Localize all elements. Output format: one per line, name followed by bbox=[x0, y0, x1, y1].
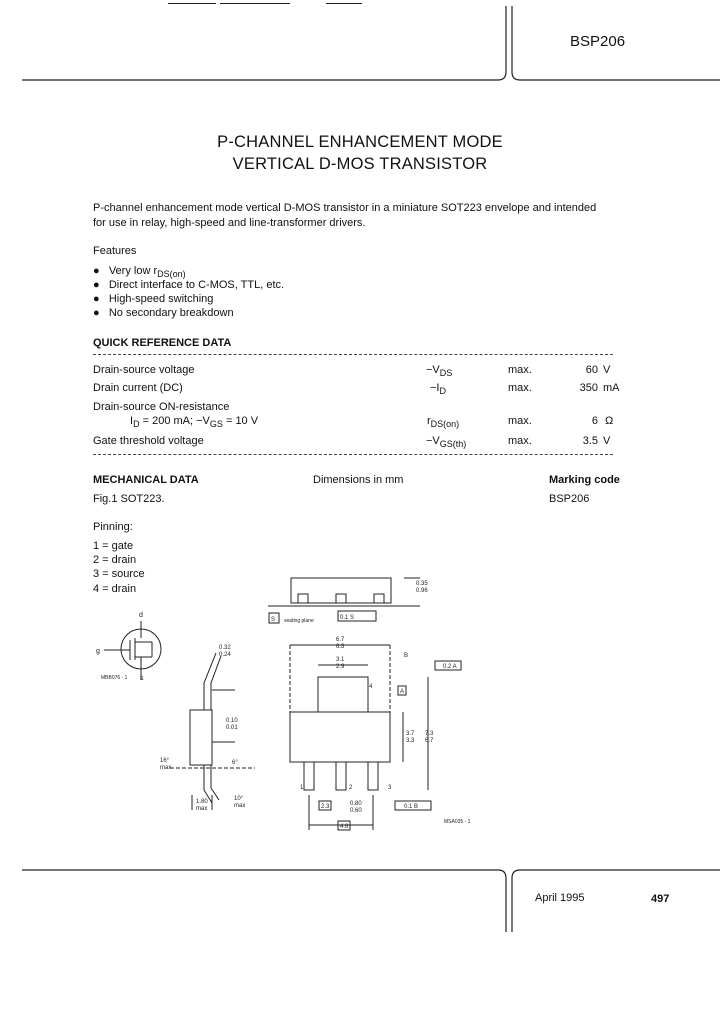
pin-entry: 2 = drain bbox=[93, 554, 137, 566]
feature-item: ● High-speed switching bbox=[93, 293, 214, 305]
qr-row-value: 60 bbox=[585, 364, 598, 376]
qr-row-limit: max. bbox=[508, 435, 532, 447]
figure-caption: Fig.1 SOT223. bbox=[93, 493, 165, 505]
span-label: 4.6 bbox=[340, 824, 349, 830]
symbol-code: MBB076 - 1 bbox=[101, 675, 128, 681]
angle-3: 10° bbox=[234, 796, 244, 802]
bullet-icon: ● bbox=[93, 279, 100, 291]
footer-rule bbox=[0, 860, 720, 940]
height-2: 0.96 bbox=[416, 588, 428, 594]
total-height-2: 6.7 bbox=[425, 738, 434, 744]
angle-1-max: max bbox=[160, 765, 172, 771]
page-title-line-1: P-CHANNEL ENHANCEMENT MODE bbox=[217, 133, 503, 151]
bullet-icon: ● bbox=[93, 293, 100, 305]
feature-item: ● Direct interface to C-MOS, TTL, etc. bbox=[93, 279, 285, 291]
lead-height-1: 0.10 bbox=[226, 718, 238, 724]
lead-profile-view bbox=[170, 653, 255, 810]
qr-row-symbol: $-V_{GS(th)}$ bbox=[426, 435, 467, 449]
bullet-icon: ● bbox=[93, 265, 100, 277]
pitch-label: 2.3 bbox=[321, 804, 330, 810]
seating-plane-label: seating plane bbox=[284, 618, 314, 624]
angle-2: 6° bbox=[232, 760, 238, 766]
qr-row-symbol: $r_{DS(on)}$ bbox=[427, 415, 460, 429]
mosfet-symbol-icon bbox=[104, 621, 161, 680]
qr-row-value: 6 bbox=[591, 415, 598, 427]
qr-row-condition: $I_D = 200$ mA; $-V_{GS} = 10$ V bbox=[130, 415, 259, 429]
pin-2-label: 2 bbox=[349, 785, 353, 791]
qr-row-limit: max. bbox=[508, 382, 532, 394]
qr-row-param: Drain-source voltage bbox=[93, 364, 195, 376]
body-width-2: 6.3 bbox=[336, 644, 345, 650]
marking-heading: Marking code bbox=[549, 474, 620, 486]
qr-row-unit: mA bbox=[603, 382, 620, 394]
lead-tolerance: 0.1 B bbox=[404, 804, 419, 810]
marking-value: BSP206 bbox=[549, 493, 590, 505]
view-code: MSA035 - 1 bbox=[444, 819, 471, 825]
feature-item: ● Very low $r_{DS(on)}$ bbox=[93, 265, 186, 279]
features-heading: Features bbox=[93, 245, 137, 257]
pin-3-label: 3 bbox=[388, 785, 392, 791]
body-width-1: 6.7 bbox=[336, 637, 345, 643]
angle-3-max: max bbox=[234, 803, 246, 809]
pinning-heading: Pinning: bbox=[93, 521, 133, 533]
tab-width-2: 2.9 bbox=[336, 664, 345, 670]
pin-entry: 4 = drain bbox=[93, 583, 137, 595]
symbol-label-s: s bbox=[140, 675, 144, 682]
quick-reference-heading: QUICK REFERENCE DATA bbox=[93, 337, 232, 349]
pin-entry: 1 = gate bbox=[93, 540, 134, 552]
description-line-1: P-channel enhancement mode vertical D-MOS transistor in a miniature SOT223 envelope and intended bbox=[93, 202, 597, 214]
body-height-1: 3.7 bbox=[406, 731, 415, 737]
qr-row-value: 350 bbox=[579, 382, 598, 394]
height-1: 0.35 bbox=[416, 581, 428, 587]
feature-item: ● No secondary breakdown bbox=[93, 307, 234, 319]
lead-height-2: 0.01 bbox=[226, 725, 238, 731]
package-top-view bbox=[290, 645, 461, 830]
footer-page-number: 497 bbox=[651, 893, 670, 905]
symbol-label-g: g bbox=[96, 648, 100, 655]
qr-row-param: Drain current (DC) bbox=[93, 382, 183, 394]
qr-row-symbol: $-V_{DS}$ bbox=[426, 364, 453, 378]
angle-1: 16° bbox=[160, 758, 170, 764]
tolerance-frame: 0.2 A bbox=[443, 664, 457, 670]
qr-row-unit: Ω bbox=[605, 415, 614, 427]
seating-ref: S bbox=[271, 617, 276, 623]
lead-thickness-1: 0.32 bbox=[219, 645, 231, 651]
qr-row-value: 3.5 bbox=[582, 435, 598, 447]
flatness-label: 0.1 S bbox=[340, 615, 355, 621]
qr-row-unit: V bbox=[603, 435, 611, 447]
foot-length-max: max bbox=[196, 806, 208, 812]
part-number: BSP206 bbox=[570, 33, 626, 50]
dimensions-label: Dimensions in mm bbox=[313, 474, 404, 486]
description-line-2: for use in relay, high-speed and line-transformer drivers. bbox=[93, 217, 366, 229]
tab-width-1: 3.1 bbox=[336, 657, 345, 663]
footer-date: April 1995 bbox=[535, 892, 585, 904]
pin-1-label: 1 bbox=[300, 785, 304, 791]
qr-row-param: Gate threshold voltage bbox=[93, 435, 204, 447]
bullet-icon: ● bbox=[93, 307, 100, 319]
lead-width-1: 0.80 bbox=[350, 801, 362, 807]
lead-width-2: 0.60 bbox=[350, 808, 362, 814]
qr-row-unit: V bbox=[603, 364, 611, 376]
qr-row-limit: max. bbox=[508, 415, 532, 427]
pin-entry: 3 = source bbox=[93, 568, 145, 580]
pin-4-label: 4 bbox=[369, 684, 373, 690]
qr-row-param: Drain-source ON-resistance bbox=[93, 401, 230, 413]
mechanical-heading: MECHANICAL DATA bbox=[93, 474, 199, 486]
lead-thickness-2: 0.24 bbox=[219, 652, 231, 658]
page-title-line-2: VERTICAL D-MOS TRANSISTOR bbox=[232, 155, 488, 173]
datum-a-label: A bbox=[400, 689, 405, 695]
symbol-label-d: d bbox=[139, 612, 143, 619]
body-height-2: 3.3 bbox=[406, 738, 415, 744]
datum-b-label: B bbox=[404, 653, 409, 659]
qr-row-symbol: $-I_D$ bbox=[430, 382, 446, 396]
total-height-1: 7.3 bbox=[425, 731, 434, 737]
foot-length: 1.80 bbox=[196, 799, 208, 805]
qr-row-limit: max. bbox=[508, 364, 532, 376]
